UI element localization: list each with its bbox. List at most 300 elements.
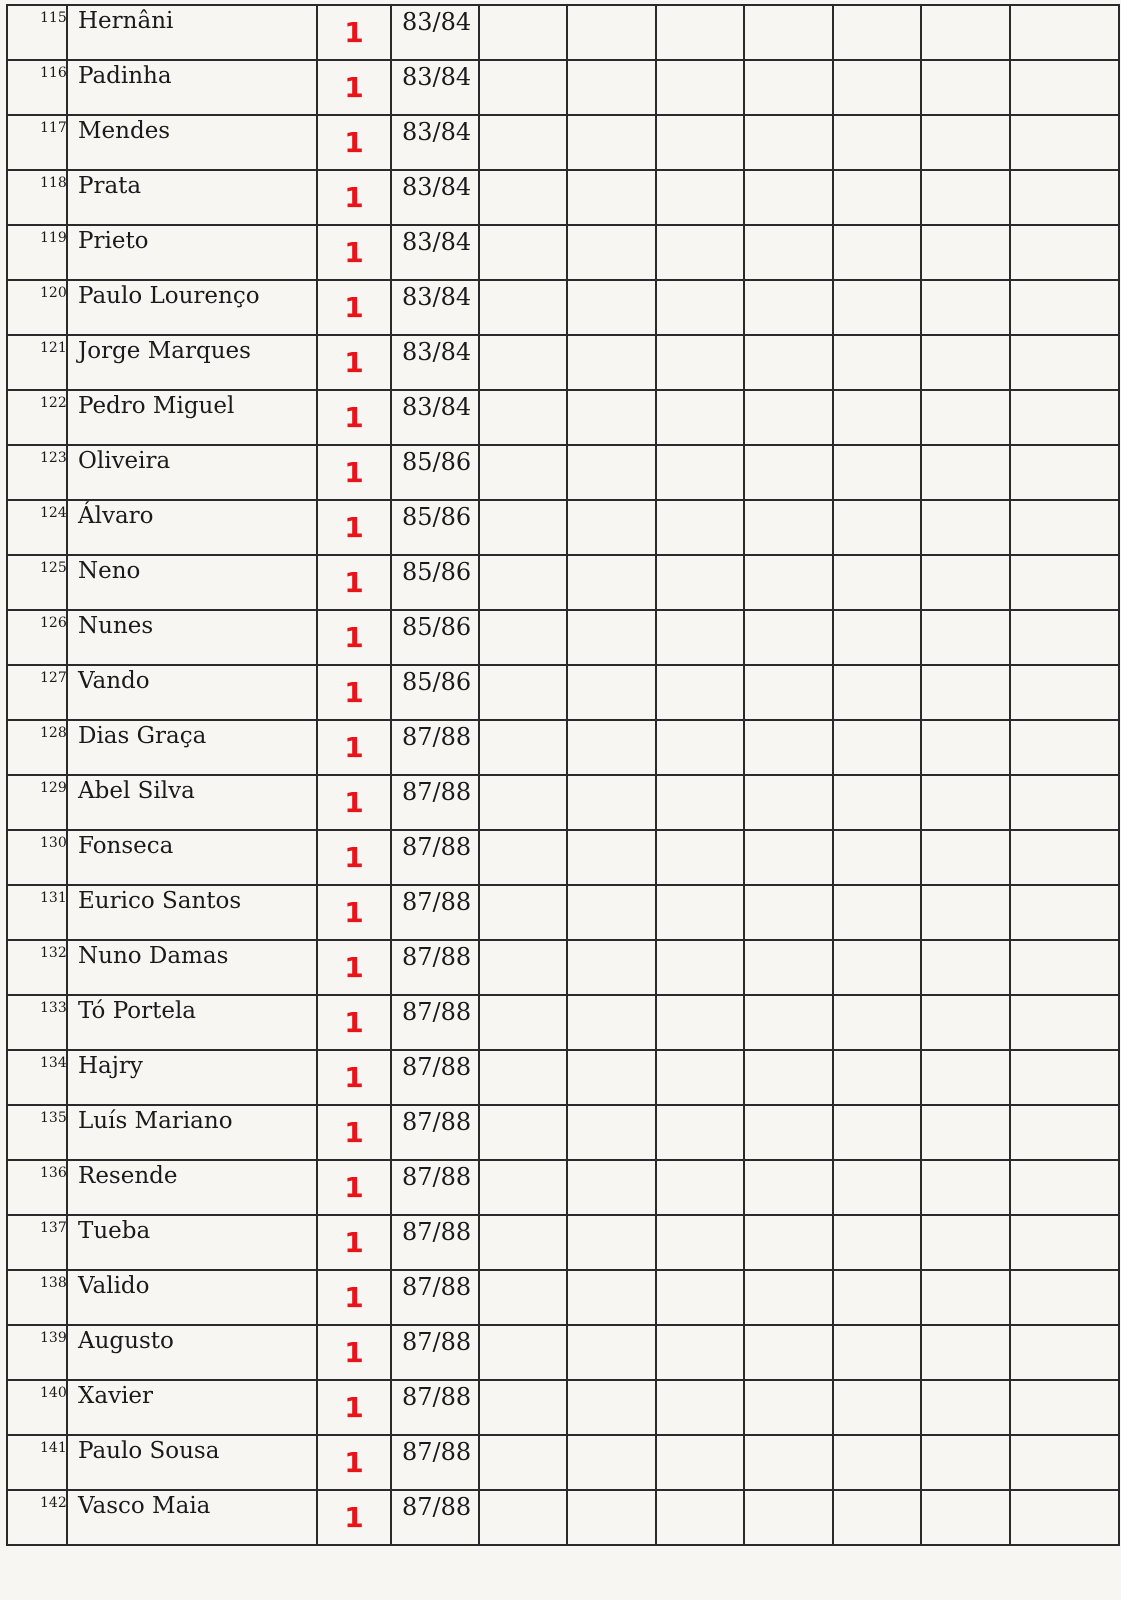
count-cell — [317, 225, 391, 280]
empty-cell — [744, 170, 833, 225]
empty-cell — [656, 1325, 744, 1380]
player-name: Paulo Sousa — [78, 1438, 220, 1464]
player-name: Oliveira — [78, 448, 171, 474]
appearance-count: 1 — [344, 1501, 364, 1534]
player-number: 116 — [40, 65, 67, 81]
player-number: 132 — [40, 945, 67, 961]
empty-cell — [656, 1380, 744, 1435]
empty-cell — [921, 1215, 1010, 1270]
empty-cell — [1010, 1490, 1119, 1545]
table-row — [7, 1435, 1119, 1490]
season-label: 87/88 — [402, 1383, 472, 1411]
empty-cell — [833, 885, 921, 940]
appearance-count: 1 — [344, 1006, 364, 1039]
season-cell — [391, 115, 479, 170]
empty-cell — [656, 665, 744, 720]
empty-cell — [744, 1050, 833, 1105]
appearance-count: 1 — [344, 731, 364, 764]
count-cell — [317, 1380, 391, 1435]
empty-cell — [833, 280, 921, 335]
player-name: Dias Graça — [78, 723, 207, 749]
empty-cell — [479, 1050, 567, 1105]
season-label: 87/88 — [402, 833, 472, 861]
empty-cell — [1010, 1215, 1119, 1270]
count-cell — [317, 555, 391, 610]
empty-cell — [656, 830, 744, 885]
empty-cell — [921, 280, 1010, 335]
empty-cell — [921, 1270, 1010, 1325]
appearance-count: 1 — [344, 401, 364, 434]
table-row — [7, 280, 1119, 335]
empty-cell — [833, 555, 921, 610]
season-label: 83/84 — [402, 173, 472, 201]
empty-cell — [744, 335, 833, 390]
player-cell — [40, 1380, 317, 1435]
count-cell — [317, 1490, 391, 1545]
empty-cell — [479, 555, 567, 610]
empty-cell — [479, 665, 567, 720]
table-row — [7, 60, 1119, 115]
empty-cell — [833, 1490, 921, 1545]
empty-cell — [479, 1435, 567, 1490]
empty-cell — [656, 335, 744, 390]
player-number: 120 — [40, 285, 67, 301]
season-cell — [391, 5, 479, 60]
player-number: 117 — [40, 120, 67, 136]
player-number: 125 — [40, 560, 67, 576]
player-cell — [40, 335, 317, 390]
empty-cell — [656, 115, 744, 170]
empty-cell — [1010, 5, 1119, 60]
empty-cell — [567, 720, 656, 775]
empty-cell — [921, 830, 1010, 885]
empty-cell — [479, 225, 567, 280]
player-cell — [40, 5, 317, 60]
player-name: Álvaro — [78, 503, 154, 529]
player-name: Neno — [78, 558, 141, 584]
count-cell — [317, 5, 391, 60]
season-label: 85/86 — [402, 448, 472, 476]
empty-cell — [567, 280, 656, 335]
table-row — [7, 665, 1119, 720]
season-cell — [391, 1270, 479, 1325]
player-name: Vasco Maia — [78, 1493, 211, 1519]
empty-cell — [833, 775, 921, 830]
appearance-count: 1 — [344, 1281, 364, 1314]
empty-cell — [921, 445, 1010, 500]
player-number: 140 — [40, 1385, 67, 1401]
season-label: 85/86 — [402, 668, 472, 696]
player-number: 141 — [40, 1440, 67, 1456]
empty-cell — [1010, 225, 1119, 280]
empty-cell — [479, 720, 567, 775]
empty-cell — [656, 1050, 744, 1105]
player-name: Luís Mariano — [78, 1108, 233, 1134]
empty-cell — [567, 665, 656, 720]
empty-cell — [656, 225, 744, 280]
empty-cell — [656, 500, 744, 555]
player-cell — [40, 225, 317, 280]
empty-cell — [833, 225, 921, 280]
count-cell — [317, 1270, 391, 1325]
empty-cell — [744, 115, 833, 170]
count-cell — [317, 940, 391, 995]
player-number: 128 — [40, 725, 67, 741]
empty-cell — [479, 170, 567, 225]
season-cell — [391, 170, 479, 225]
count-cell — [317, 390, 391, 445]
player-cell — [40, 610, 317, 665]
season-cell — [391, 1050, 479, 1105]
empty-cell — [921, 720, 1010, 775]
empty-cell — [1010, 610, 1119, 665]
player-number: 127 — [40, 670, 67, 686]
player-name: Vando — [78, 668, 150, 694]
empty-cell — [656, 555, 744, 610]
empty-cell — [921, 665, 1010, 720]
empty-cell — [479, 280, 567, 335]
season-cell — [391, 555, 479, 610]
player-name: Valido — [78, 1273, 150, 1299]
player-number: 130 — [40, 835, 67, 851]
table-row — [7, 610, 1119, 665]
season-cell — [391, 1490, 479, 1545]
empty-cell — [656, 5, 744, 60]
empty-cell — [567, 115, 656, 170]
player-number: 126 — [40, 615, 67, 631]
season-label: 87/88 — [402, 778, 472, 806]
player-number: 122 — [40, 395, 67, 411]
empty-cell — [1010, 1380, 1119, 1435]
player-cell — [40, 1160, 317, 1215]
empty-cell — [744, 390, 833, 445]
count-cell — [317, 1105, 391, 1160]
player-name: Pedro Miguel — [78, 393, 235, 419]
empty-cell — [921, 390, 1010, 445]
appearance-count: 1 — [344, 511, 364, 544]
table-row — [7, 500, 1119, 555]
empty-cell — [744, 940, 833, 995]
empty-cell — [656, 720, 744, 775]
empty-cell — [656, 280, 744, 335]
player-cell — [40, 390, 317, 445]
table-row — [7, 1050, 1119, 1105]
season-cell — [391, 665, 479, 720]
appearance-count: 1 — [344, 126, 364, 159]
player-cell — [40, 940, 317, 995]
season-cell — [391, 610, 479, 665]
empty-cell — [921, 5, 1010, 60]
empty-cell — [921, 170, 1010, 225]
empty-cell — [1010, 555, 1119, 610]
empty-cell — [1010, 1160, 1119, 1215]
empty-cell — [479, 115, 567, 170]
season-cell — [391, 390, 479, 445]
count-cell — [317, 60, 391, 115]
table-row — [7, 940, 1119, 995]
empty-cell — [479, 445, 567, 500]
empty-cell — [744, 1380, 833, 1435]
empty-cell — [1010, 665, 1119, 720]
empty-cell — [744, 830, 833, 885]
empty-cell — [479, 995, 567, 1050]
season-label: 87/88 — [402, 888, 472, 916]
empty-cell — [479, 1160, 567, 1215]
empty-cell — [744, 500, 833, 555]
season-cell — [391, 335, 479, 390]
empty-cell — [656, 1435, 744, 1490]
empty-cell — [479, 500, 567, 555]
season-label: 87/88 — [402, 1108, 472, 1136]
count-cell — [317, 1435, 391, 1490]
count-cell — [317, 445, 391, 500]
empty-cell — [833, 720, 921, 775]
empty-cell — [1010, 390, 1119, 445]
empty-cell — [656, 775, 744, 830]
empty-cell — [744, 5, 833, 60]
player-number: 138 — [40, 1275, 67, 1291]
season-label: 87/88 — [402, 1163, 472, 1191]
player-name: Prieto — [78, 228, 149, 254]
empty-cell — [1010, 115, 1119, 170]
roster-table — [6, 4, 1120, 1546]
empty-cell — [567, 830, 656, 885]
season-label: 83/84 — [402, 63, 472, 91]
season-label: 85/86 — [402, 503, 472, 531]
player-name: Tó Portela — [78, 998, 197, 1024]
player-cell — [40, 720, 317, 775]
empty-cell — [567, 1325, 656, 1380]
season-label: 87/88 — [402, 1493, 472, 1521]
empty-cell — [833, 1435, 921, 1490]
count-cell — [317, 995, 391, 1050]
empty-cell — [479, 60, 567, 115]
empty-cell — [656, 1270, 744, 1325]
season-label: 87/88 — [402, 1438, 472, 1466]
count-cell — [317, 775, 391, 830]
empty-cell — [833, 1380, 921, 1435]
season-label: 87/88 — [402, 1053, 472, 1081]
empty-cell — [921, 225, 1010, 280]
season-label: 83/84 — [402, 8, 472, 36]
season-label: 87/88 — [402, 1328, 472, 1356]
empty-cell — [567, 1105, 656, 1160]
season-label: 83/84 — [402, 228, 472, 256]
table-row — [7, 225, 1119, 280]
empty-cell — [567, 1380, 656, 1435]
empty-cell — [744, 225, 833, 280]
player-cell — [40, 555, 317, 610]
empty-cell — [744, 1325, 833, 1380]
empty-cell — [833, 995, 921, 1050]
empty-cell — [833, 170, 921, 225]
appearance-count: 1 — [344, 896, 364, 929]
player-name: Paulo Lourenço — [78, 283, 260, 309]
empty-cell — [479, 940, 567, 995]
empty-cell — [656, 1160, 744, 1215]
table-row — [7, 1105, 1119, 1160]
empty-cell — [567, 1490, 656, 1545]
empty-cell — [744, 445, 833, 500]
empty-cell — [921, 500, 1010, 555]
empty-cell — [833, 1325, 921, 1380]
empty-cell — [567, 1050, 656, 1105]
appearance-count: 1 — [344, 841, 364, 874]
season-cell — [391, 60, 479, 115]
count-cell — [317, 830, 391, 885]
empty-cell — [833, 335, 921, 390]
player-cell — [40, 115, 317, 170]
empty-cell — [1010, 445, 1119, 500]
empty-cell — [833, 1270, 921, 1325]
player-cell — [40, 1325, 317, 1380]
empty-cell — [567, 335, 656, 390]
appearance-count: 1 — [344, 951, 364, 984]
player-name: Augusto — [78, 1328, 174, 1354]
empty-cell — [833, 665, 921, 720]
player-number: 139 — [40, 1330, 67, 1346]
season-cell — [391, 1325, 479, 1380]
season-label: 87/88 — [402, 1273, 472, 1301]
appearance-count: 1 — [344, 71, 364, 104]
empty-cell — [1010, 170, 1119, 225]
table-row — [7, 1215, 1119, 1270]
empty-cell — [1010, 940, 1119, 995]
empty-cell — [567, 885, 656, 940]
empty-cell — [744, 1105, 833, 1160]
empty-cell — [833, 390, 921, 445]
empty-cell — [744, 1435, 833, 1490]
player-number: 119 — [40, 230, 67, 246]
player-cell — [40, 170, 317, 225]
appearance-count: 1 — [344, 1391, 364, 1424]
empty-cell — [1010, 500, 1119, 555]
table-row — [7, 1160, 1119, 1215]
player-cell — [40, 1050, 317, 1105]
empty-cell — [479, 1270, 567, 1325]
player-name: Eurico Santos — [78, 888, 242, 914]
empty-cell — [656, 940, 744, 995]
player-number: 142 — [40, 1495, 67, 1511]
empty-cell — [744, 60, 833, 115]
empty-cell — [656, 1105, 744, 1160]
roster-sheet — [6, 4, 1118, 1598]
season-cell — [391, 1105, 479, 1160]
appearance-count: 1 — [344, 456, 364, 489]
empty-cell — [921, 555, 1010, 610]
season-cell — [391, 1380, 479, 1435]
table-row — [7, 1270, 1119, 1325]
empty-cell — [921, 1435, 1010, 1490]
empty-cell — [479, 1105, 567, 1160]
appearance-count: 1 — [344, 786, 364, 819]
season-cell — [391, 1215, 479, 1270]
season-label: 83/84 — [402, 118, 472, 146]
empty-cell — [921, 60, 1010, 115]
appearance-count: 1 — [344, 1226, 364, 1259]
player-cell — [40, 1490, 317, 1545]
empty-cell — [567, 60, 656, 115]
appearance-count: 1 — [344, 181, 364, 214]
appearance-count: 1 — [344, 1171, 364, 1204]
player-number: 134 — [40, 1055, 67, 1071]
table-row — [7, 5, 1119, 60]
empty-cell — [921, 1105, 1010, 1160]
empty-cell — [1010, 1325, 1119, 1380]
season-cell — [391, 830, 479, 885]
season-cell — [391, 445, 479, 500]
player-name: Tueba — [78, 1218, 151, 1244]
count-cell — [317, 720, 391, 775]
season-cell — [391, 1160, 479, 1215]
empty-cell — [1010, 995, 1119, 1050]
empty-cell — [479, 1325, 567, 1380]
player-cell — [40, 885, 317, 940]
empty-cell — [567, 390, 656, 445]
table-row — [7, 1490, 1119, 1545]
empty-cell — [921, 1050, 1010, 1105]
player-number: 136 — [40, 1165, 67, 1181]
count-cell — [317, 1160, 391, 1215]
player-number: 129 — [40, 780, 67, 796]
empty-cell — [567, 775, 656, 830]
count-cell — [317, 1050, 391, 1105]
table-row — [7, 1380, 1119, 1435]
empty-cell — [921, 1380, 1010, 1435]
appearance-count: 1 — [344, 1116, 364, 1149]
empty-cell — [921, 115, 1010, 170]
season-label: 83/84 — [402, 283, 472, 311]
player-name: Jorge Marques — [78, 338, 251, 364]
player-cell — [40, 1215, 317, 1270]
empty-cell — [479, 5, 567, 60]
season-cell — [391, 885, 479, 940]
player-name: Nuno Damas — [78, 943, 229, 969]
player-number: 135 — [40, 1110, 67, 1126]
empty-cell — [921, 885, 1010, 940]
empty-cell — [567, 1160, 656, 1215]
empty-cell — [744, 775, 833, 830]
season-label: 85/86 — [402, 613, 472, 641]
empty-cell — [833, 5, 921, 60]
empty-cell — [567, 170, 656, 225]
empty-cell — [567, 995, 656, 1050]
empty-cell — [479, 335, 567, 390]
empty-cell — [567, 1435, 656, 1490]
empty-cell — [833, 830, 921, 885]
count-cell — [317, 1325, 391, 1380]
empty-cell — [744, 720, 833, 775]
empty-cell — [479, 1380, 567, 1435]
player-cell — [40, 830, 317, 885]
empty-cell — [567, 940, 656, 995]
player-name: Mendes — [78, 118, 171, 144]
player-number: 123 — [40, 450, 67, 466]
empty-cell — [833, 1160, 921, 1215]
empty-cell — [656, 60, 744, 115]
empty-cell — [567, 225, 656, 280]
empty-cell — [1010, 720, 1119, 775]
empty-cell — [567, 500, 656, 555]
empty-cell — [833, 1105, 921, 1160]
empty-cell — [744, 1215, 833, 1270]
player-cell — [40, 1105, 317, 1160]
table-row — [7, 335, 1119, 390]
season-cell — [391, 940, 479, 995]
player-number: 124 — [40, 505, 67, 521]
season-label: 85/86 — [402, 558, 472, 586]
count-cell — [317, 500, 391, 555]
